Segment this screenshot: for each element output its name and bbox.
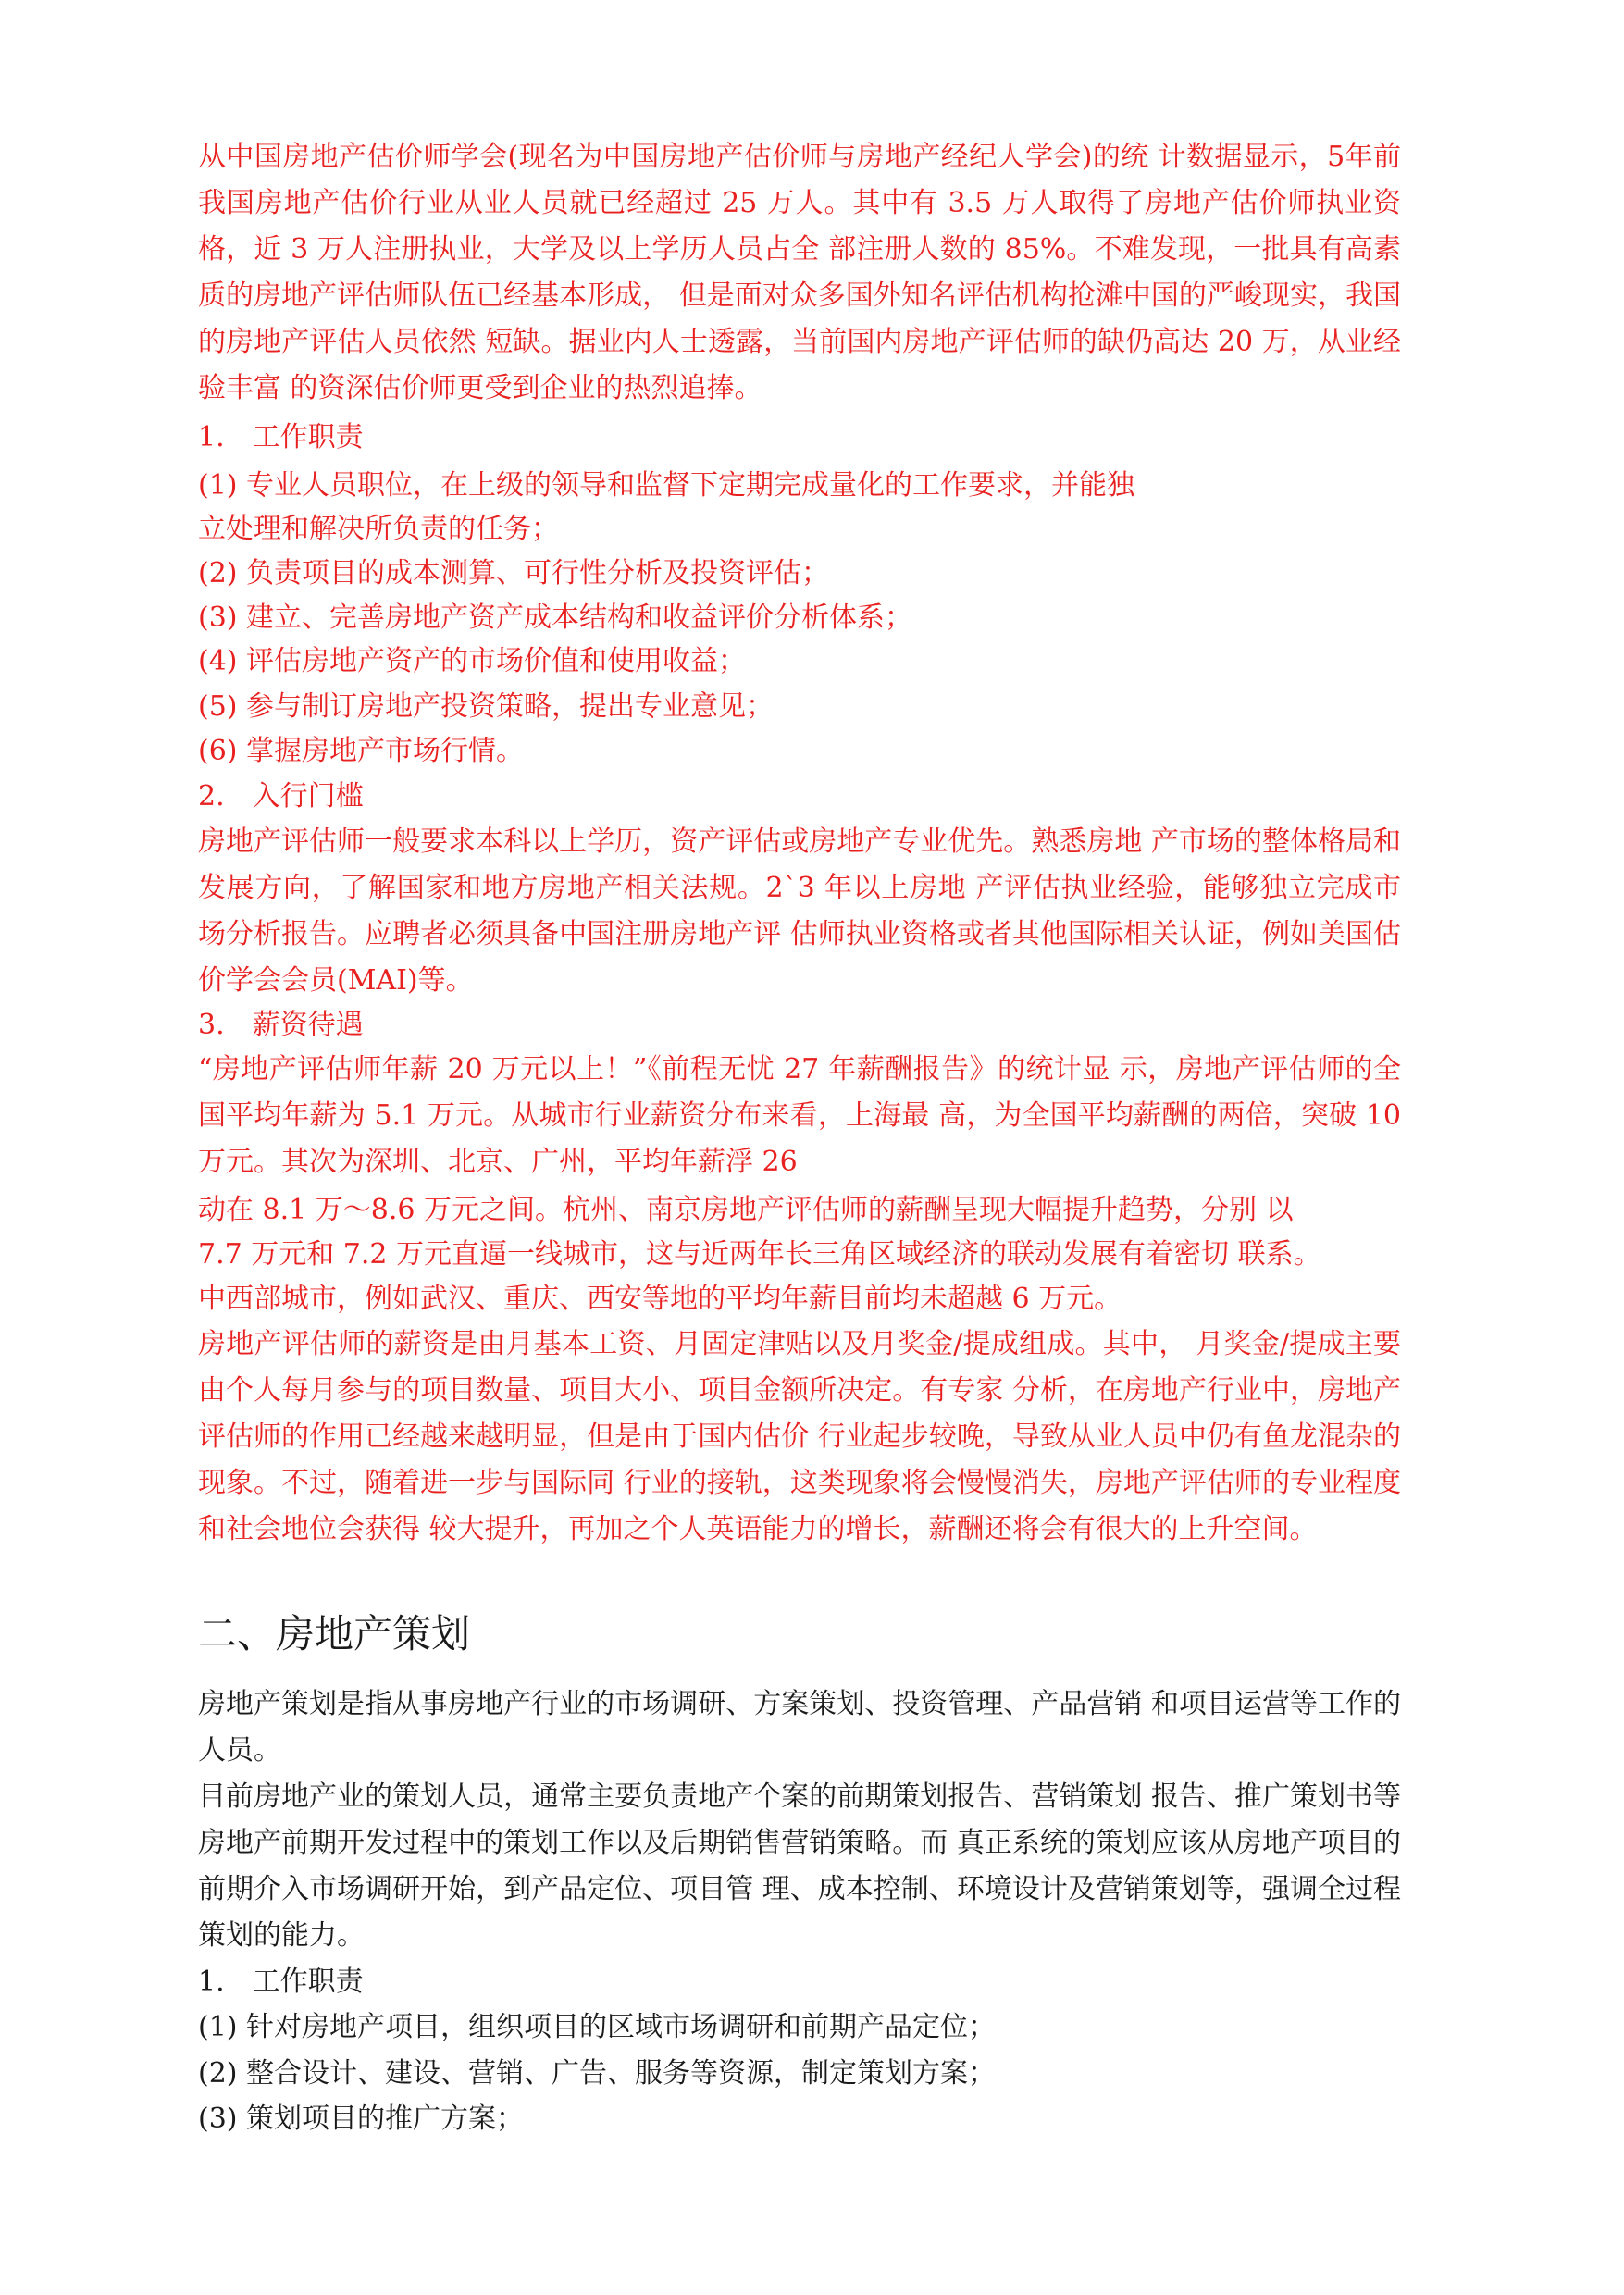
duty-item-1a: (1) 专业人员职位，在上级的领导和监督下定期完成量化的工作要求，并能独: [198, 469, 1135, 502]
duty-item-5: (5) 参与制订房地产投资策略，提出专业意见；: [198, 690, 775, 723]
duty-item-3: (3) 建立、完善房地产资产成本结构和收益评价分析体系；: [198, 602, 913, 634]
entry-heading: 2. 入行门槛: [198, 780, 364, 813]
salary-heading: 3. 薪资待遇: [198, 1009, 364, 1041]
duty-item-4: (4) 评估房地产资产的市场价值和使用收益；: [198, 645, 747, 677]
salary-line-4: 中西部城市，例如武汉、重庆、西安等地的平均年薪目前均未超越 6 万元。: [198, 1283, 1122, 1315]
duties-heading: 1. 工作职责: [198, 421, 364, 453]
planning-paragraph-2: 目前房地产业的策划人员，通常主要负责地产个案的前期策划报告、营销策划 报告、推广策划书等房地产前期开发过程中的策划工作以及后期销售营销策略。而 真正系统的策划应该从房地产项目的前期介入市场调研开始，到产品定位、项目管 理、成本控制、环境设计及营销策划等，强调全过程策划的能力。: [198, 1780, 1401, 1952]
salary-paragraph-5: 房地产评估师的薪资是由月基本工资、月固定津贴以及月奖金/提成组成。其中， 月奖金/提成主要由个人每月参与的项目数量、项目大小、项目金额所决定。有专家 分析，在房地产行业中，房地产评估师的作用已经越来越明显，但是由于国内估价 行业起步较晚，导致从业人员中仍有鱼龙混杂的现象。不过，随着进一步与国际同 行业的接轨，这类现象将会慢慢消失，房地产评估师的专业程度和社会地位会获得 较大提升，再加之个人英语能力的增长，薪酬还将会有很大的上升空间。: [198, 1328, 1401, 1545]
salary-paragraph-1: “房地产评估师年薪 20 万元以上！”《前程无忧 27 年薪酬报告》的统计显 示，房地产评估师的全国平均年薪为 5.1 万元。从城市行业薪资分布来看，上海最 高，为全国平均薪酬的两倍，突破 10 万元。其次为深圳、北京、广州，平均年薪浮 26: [198, 1053, 1401, 1178]
duty-item-1b: 立处理和解决所负责的任务；: [198, 513, 559, 545]
section-title: 二、房地产策划: [198, 1611, 471, 1656]
planning-duty-1: (1) 针对房地产项目，组织项目的区域市场调研和前期产品定位；: [198, 2011, 997, 2043]
intro-paragraph: 从中国房地产估价师学会(现名为中国房地产估价师与房地产经纪人学会)的统 计数据显示，5年前我国房地产估价行业从业人员就已经超过 25 万人。其中有 3.5 万人取得了房地产估价师执业资格，近 3 万人注册执业，大学及以上学历人员占全 部注册人数的 85%。不难发现，一批具有高素质的房地产评估师队伍已经基本形成， 但是面对众多国外知名评估机构抢滩中国的严峻现实，我国的房地产评估人员依然 短缺。据业内人士透露，当前国内房地产评估师的缺仍高达 20 万，从业经验丰富 的资深估价师更受到企业的热烈追捧。: [198, 141, 1401, 404]
salary-line-2: 动在 8.1 万〜8.6 万元之间。杭州、南京房地产评估师的薪酬呈现大幅提升趋势，分别 以: [198, 1194, 1294, 1226]
salary-line-3: 7.7 万元和 7.2 万元直逼一线城市，这与近两年长三角区域经济的联动发展有着密切 联系。: [198, 1238, 1321, 1271]
planning-duty-3: (3) 策划项目的推广方案；: [198, 2103, 525, 2135]
duty-item-2: (2) 负责项目的成本测算、可行性分析及投资评估；: [198, 557, 830, 589]
planning-duty-2: (2) 整合设计、建设、营销、广告、服务等资源，制定策划方案；: [198, 2057, 997, 2090]
planning-duties-heading: 1. 工作职责: [198, 1966, 364, 1998]
entry-paragraph: 房地产评估师一般要求本科以上学历，资产评估或房地产专业优先。熟悉房地 产市场的整体格局和发展方向，了解国家和地方房地产相关法规。2`3 年以上房地 产评估执业经验，能够独立完成市场分析报告。应聘者必须具备中国注册房地产评 估师执业资格或者其他国际相关认证，例如美国估价学会会员(MAI)等。: [198, 825, 1401, 997]
duty-item-6: (6) 掌握房地产市场行情。: [198, 735, 525, 767]
planning-paragraph-1: 房地产策划是指从事房地产行业的市场调研、方案策划、投资管理、产品营销 和项目运营等工作的人员。: [198, 1688, 1401, 1767]
